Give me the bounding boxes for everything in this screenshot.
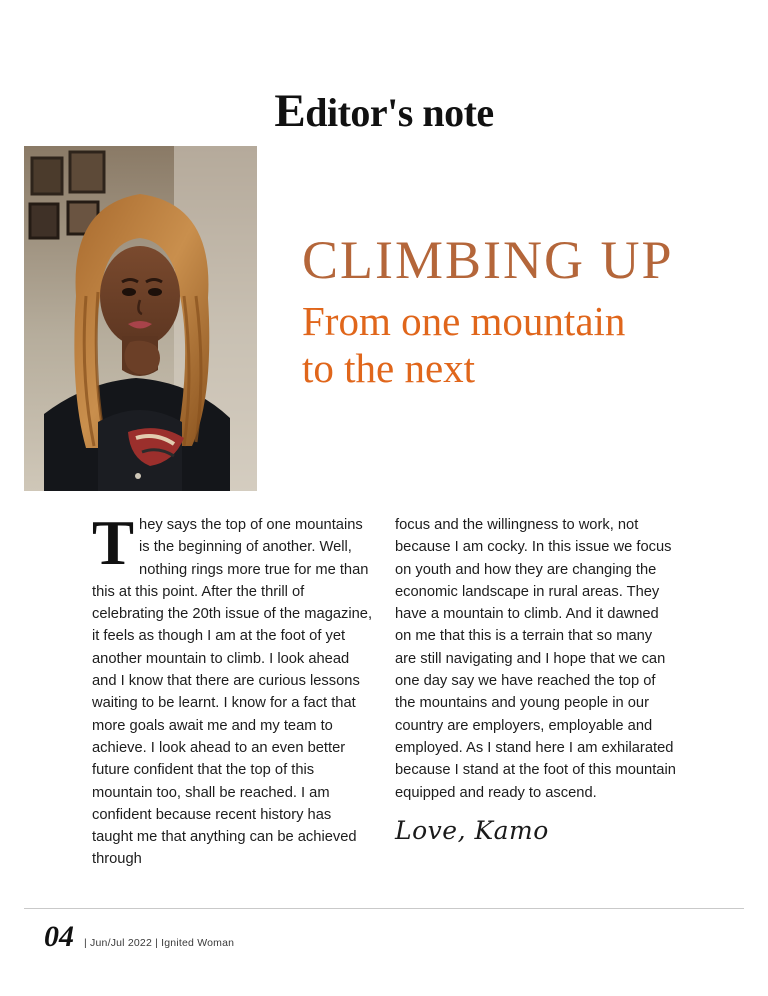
body-text-right: focus and the willingness to work, not because I am cocky. In this issue we focus on youth and how they are changing the economic landscape in rural areas. They have a mountain to climb. And it dawned on me that this is a terrain that so many are still navigating and I hope that we can one day say we have reached the top of the mountains and young people in our country are employers, employable and employed. As I stand here I am exhilarated because I stand at the foot of this mountain equipped and ready to ascend. xyxy=(395,517,676,801)
headline-sub-line-2: to the next xyxy=(302,345,476,391)
body-column-right xyxy=(395,514,676,871)
article-body xyxy=(92,508,676,871)
editor-portrait-photo xyxy=(24,146,257,491)
footer-divider xyxy=(24,908,744,909)
headline-main: CLIMBING UP xyxy=(302,230,674,290)
headline-sub-line-1: From one mountain xyxy=(302,298,626,344)
page-title xyxy=(0,84,768,138)
editor-signature: Love, Kamo xyxy=(395,815,549,845)
page-footer xyxy=(44,920,234,954)
page-title-first-letter: E xyxy=(274,85,306,137)
headline-block xyxy=(302,232,702,392)
body-text-left: hey says the top of one mountains is the beginning of another. Well, nothing rings more true for me than this at this point. After the thrill of celebrating the 20th issue of the magazine, it feels as though I am at the foot of yet another mountain to climb. I look ahead and I know that there are curious lessons waiting to be learnt. I know for a fact that more goals await me and my team to achieve. I look ahead to an even better future confident that the top of this mountain too, shall be reached. I am confident because recent history has taught me that anything can be achieved through xyxy=(92,517,373,868)
body-column-left xyxy=(92,508,373,871)
body-dropcap: T xyxy=(92,508,135,578)
portrait-illustration xyxy=(24,146,257,491)
page-number: 04 xyxy=(44,920,74,953)
footer-meta: | Jun/Jul 2022 | Ignited Woman xyxy=(84,937,235,949)
page-title-rest: ditor's note xyxy=(305,90,494,135)
